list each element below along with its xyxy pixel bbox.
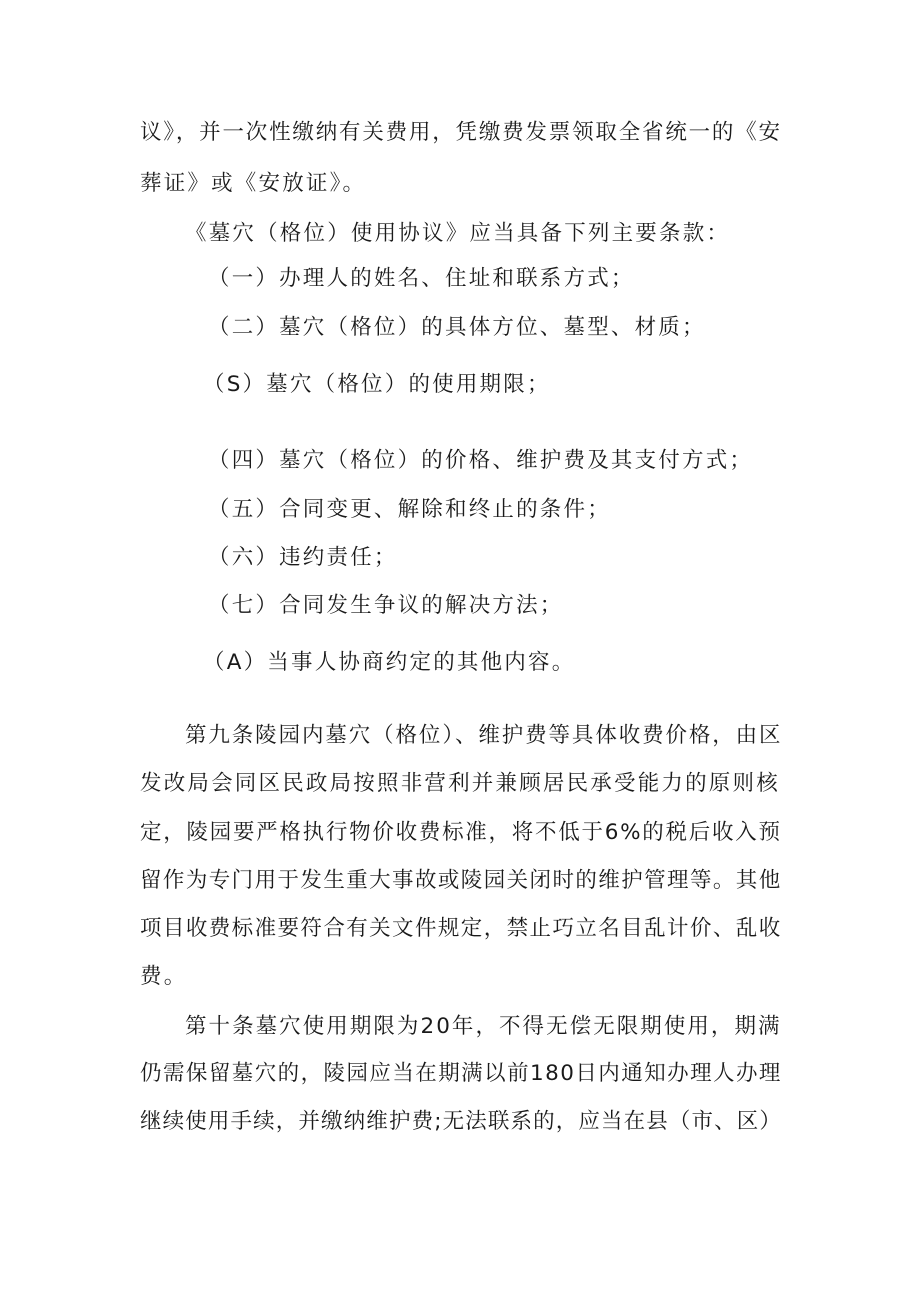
paragraph-line: 议》，并一次性缴纳有关费用，凭缴费发票领取全省统一的《安 xyxy=(140,120,782,145)
article-9-line: 项目收费标准要符合有关文件规定，禁止巧立名目乱计价、乱收 xyxy=(140,916,782,941)
agreement-intro: 《墓穴（格位）使用协议》应当具备下列主要条款： xyxy=(185,221,731,246)
list-item: （六）违约责任； xyxy=(208,545,398,570)
paragraph-line: 葬证》或《安放证》。 xyxy=(140,171,367,196)
article-10-line: 继续使用手续，并缴纳维护费;无法联系的，应当在县（市、区） xyxy=(140,1109,783,1134)
article-9-line: 留作为专门用于发生重大事故或陵园关闭时的维护管理等。其他 xyxy=(140,868,782,893)
list-item: （七）合同发生争议的解决方法； xyxy=(208,593,564,618)
list-item: （S）墓穴（格位）的使用期限； xyxy=(203,372,551,397)
list-item: （二）墓穴（格位）的具体方位、墓型、材质； xyxy=(208,315,706,340)
list-item: （五）合同变更、解除和终止的条件； xyxy=(208,497,611,522)
list-item: （一）办理人的姓名、住址和联系方式； xyxy=(208,266,635,291)
article-9-line: 定，陵园要严格执行物价收费标准，将不低于6%的税后收入预 xyxy=(140,820,782,845)
list-item: （四）墓穴（格位）的价格、维护费及其支付方式； xyxy=(208,448,754,473)
article-9-line: 费。 xyxy=(140,964,188,989)
article-9-line: 发改局会同区民政局按照非营利并兼顾居民承受能力的原则核 xyxy=(140,771,780,796)
article-10-line: 第十条墓穴使用期限为20年，不得无偿无限期使用，期满 xyxy=(185,1014,782,1039)
article-10-line: 仍需保留墓穴的，陵园应当在期满以前180日内通知办理人办理 xyxy=(140,1061,782,1086)
article-9-line: 第九条陵园内墓穴（格位）、维护费等具体收费价格，由区 xyxy=(185,723,783,748)
list-item: （A）当事人协商约定的其他内容。 xyxy=(203,650,576,675)
